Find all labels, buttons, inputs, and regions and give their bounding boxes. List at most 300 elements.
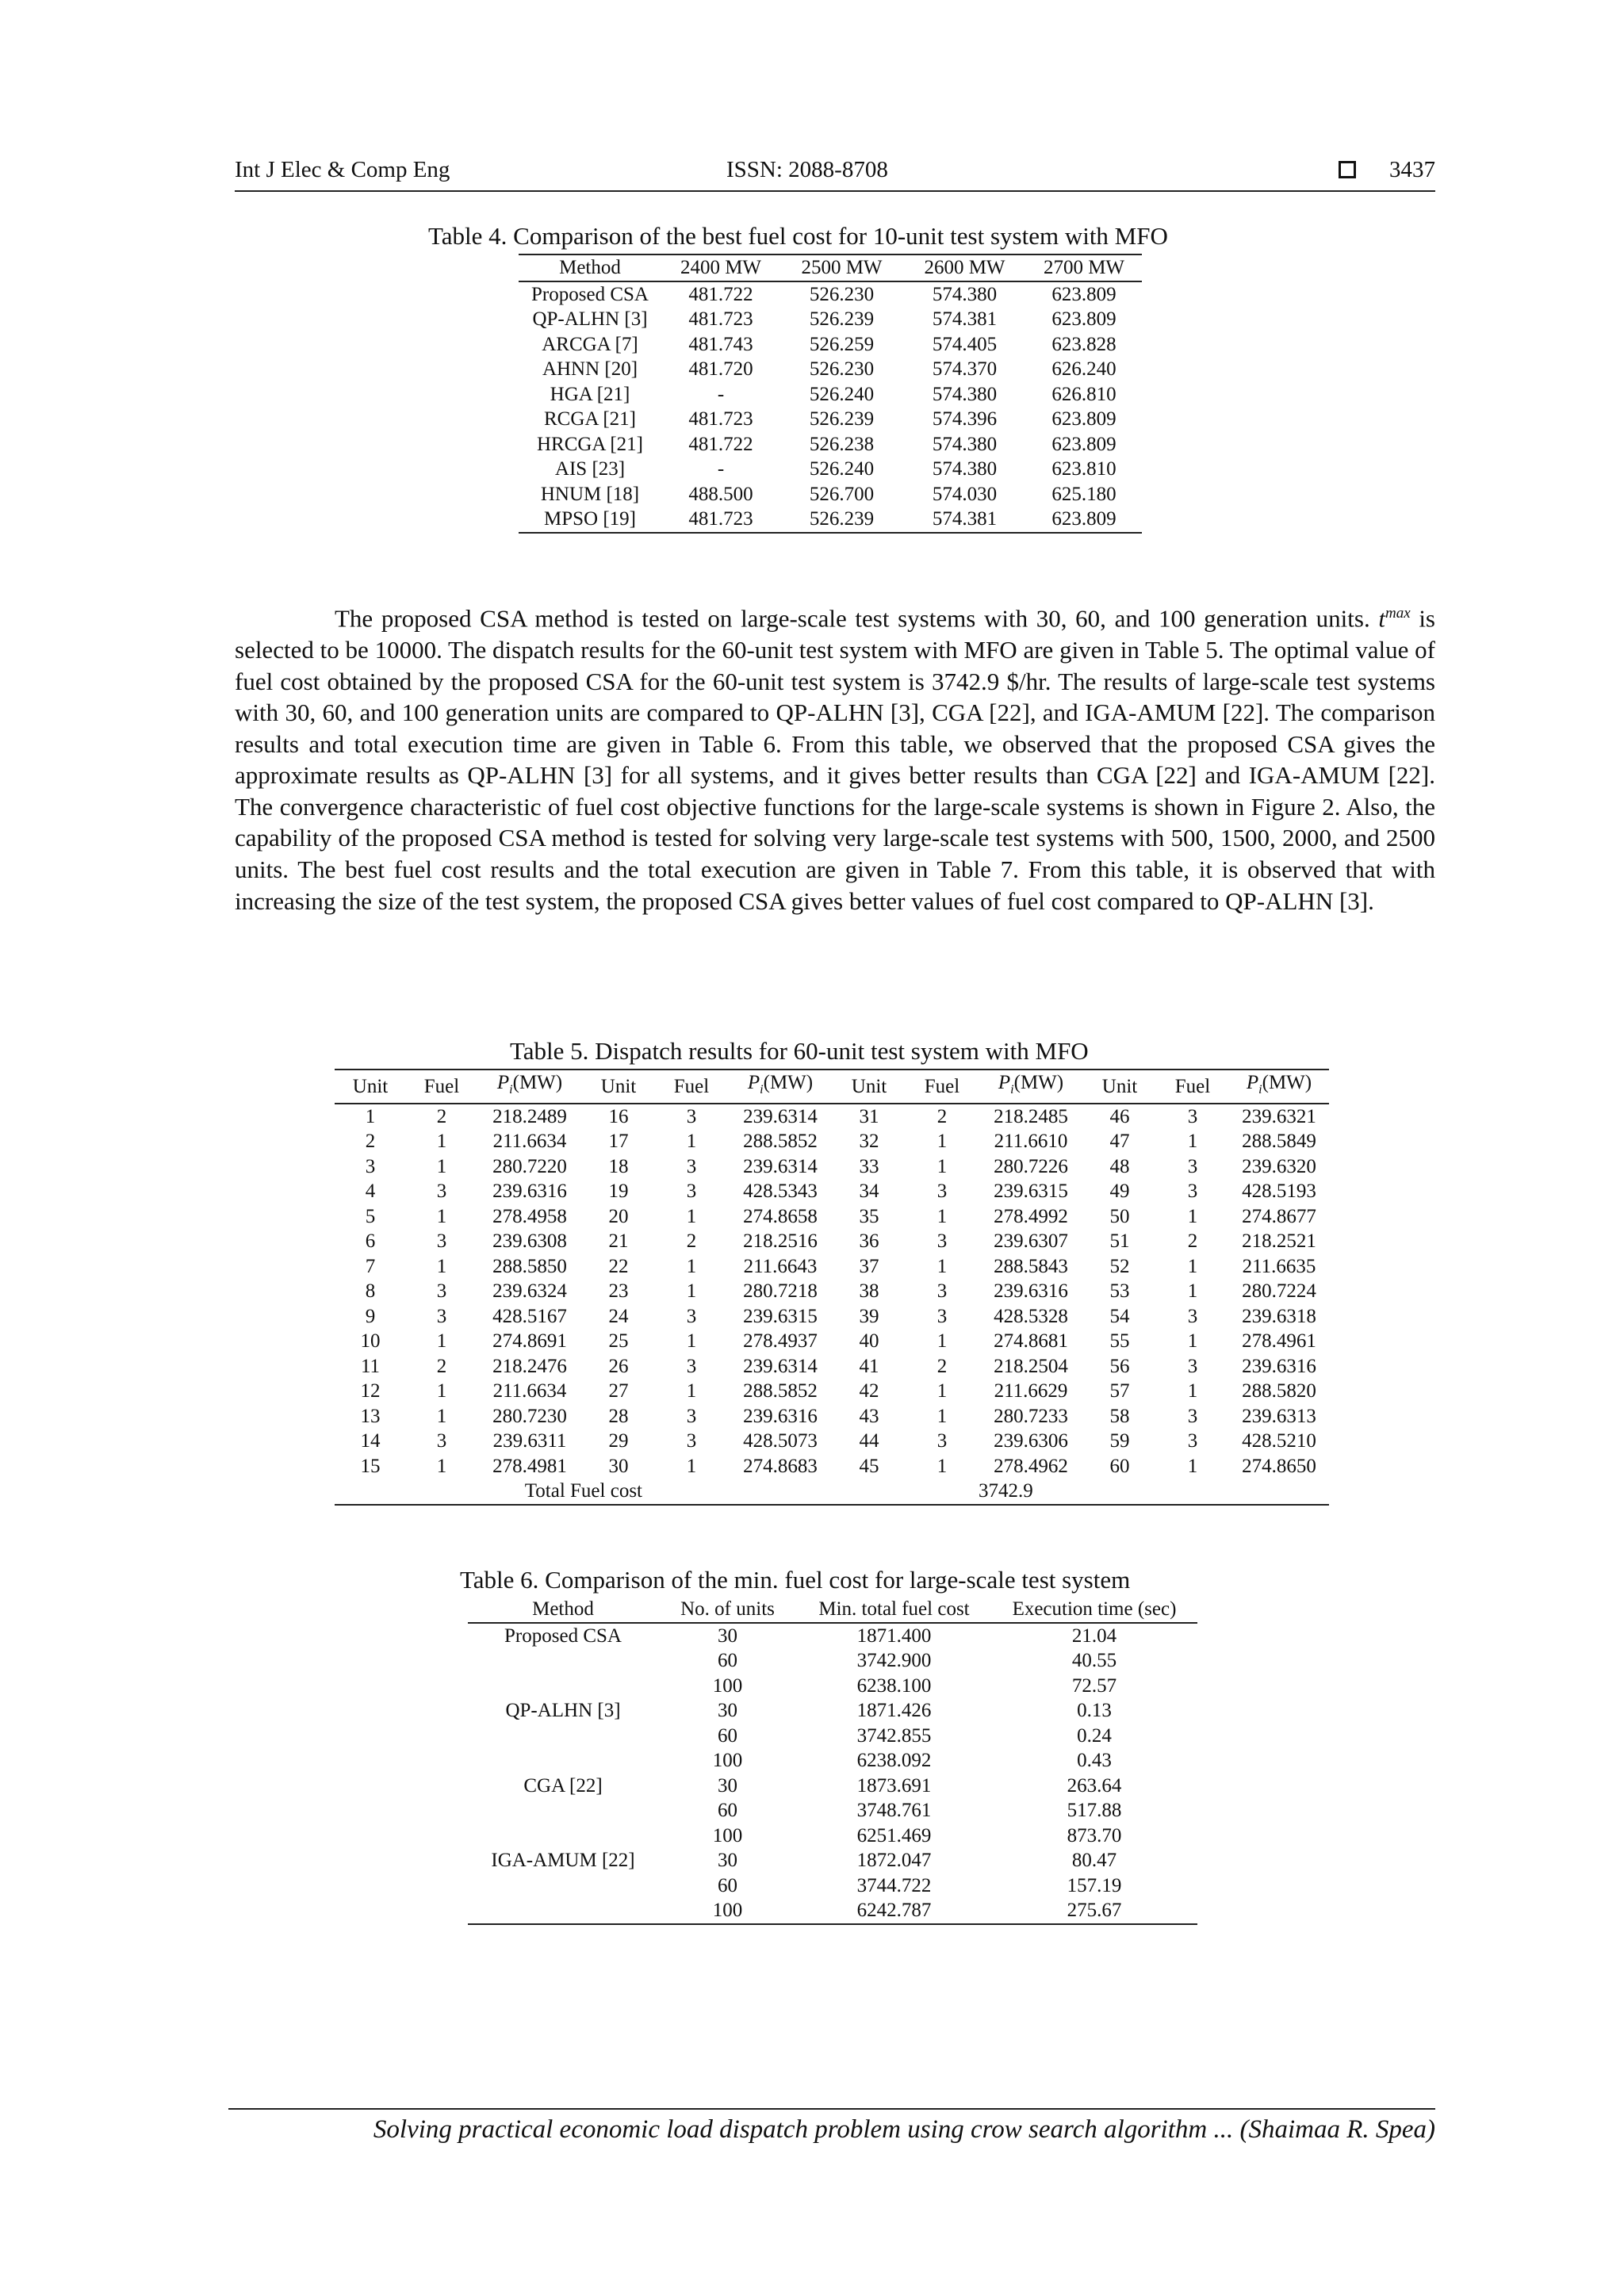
dispatch-cell: 1 <box>686 1255 697 1277</box>
value-cell: 574.381 <box>932 308 998 330</box>
dispatch-cell: 278.4962 <box>994 1455 1068 1477</box>
dispatch-cell: 1 <box>1187 1255 1198 1277</box>
dispatch-cell: 8 <box>365 1280 376 1302</box>
dispatch-cell: 3 <box>436 1305 447 1327</box>
dispatch-cell: 2 <box>936 1105 948 1127</box>
dispatch-cell: 1 <box>686 1280 697 1302</box>
value-cell: 574.380 <box>932 458 998 480</box>
total-row <box>335 1479 1329 1505</box>
dispatch-cell: 428.5343 <box>743 1181 818 1202</box>
dispatch-cell: 1 <box>686 1330 697 1352</box>
table-row <box>468 1724 1197 1749</box>
value-cell: 481.723 <box>688 308 753 330</box>
table-row <box>519 432 1142 457</box>
table-row <box>335 1204 1329 1230</box>
dispatch-cell: 1 <box>436 1131 447 1152</box>
dispatch-cell: 211.6634 <box>492 1380 567 1402</box>
dispatch-cell: 41 <box>859 1355 879 1377</box>
dispatch-cell: 43 <box>859 1405 879 1427</box>
value-cell: 574.030 <box>932 483 998 505</box>
dispatch-cell: 1 <box>1187 1380 1198 1402</box>
value-cell: 263.64 <box>1067 1774 1122 1797</box>
dispatch-cell: 17 <box>608 1131 629 1152</box>
dispatch-cell: 1 <box>936 1405 948 1427</box>
page-footer: Solving practical economic load dispatch problem using crow search algorithm ... (Shaimaa R. Spea) <box>373 2115 1435 2144</box>
dispatch-cell: 3 <box>686 1405 697 1427</box>
table6-header-cell: No. of units <box>658 1597 797 1623</box>
value-cell: 623.809 <box>1026 507 1142 533</box>
power-subscript: i <box>1010 1083 1014 1096</box>
dispatch-cell: 1 <box>686 1455 697 1477</box>
dispatch-cell: 280.7220 <box>492 1155 567 1177</box>
dispatch-cell: 239.6324 <box>492 1280 567 1302</box>
dispatch-cell: 37 <box>859 1255 879 1277</box>
dispatch-cell: 239.6321 <box>1242 1105 1316 1127</box>
dispatch-cell: 40 <box>859 1330 879 1352</box>
value-cell: 72.57 <box>1071 1674 1117 1697</box>
dispatch-cell: 239.6313 <box>1242 1405 1316 1427</box>
dispatch-cell: 278.4937 <box>743 1330 818 1352</box>
dispatch-cell: 280.7233 <box>994 1405 1068 1427</box>
method-cell: HRCGA [21] <box>536 433 644 455</box>
value-cell: 6238.092 <box>856 1750 932 1771</box>
table4-header-row <box>519 254 1142 281</box>
dispatch-cell: 21 <box>608 1230 629 1252</box>
table-row <box>519 357 1142 382</box>
dispatch-cell: 3 <box>1187 1305 1198 1327</box>
method-cell <box>468 1898 658 1924</box>
dispatch-cell: 274.8658 <box>743 1205 818 1227</box>
dispatch-cell: 428.5167 <box>492 1305 567 1327</box>
fuel-header-cell: Fuel <box>906 1070 979 1104</box>
dispatch-cell: 239.6306 <box>994 1430 1068 1452</box>
table-row <box>335 1129 1329 1154</box>
dispatch-cell: 3 <box>436 1430 447 1452</box>
dispatch-cell: 24 <box>608 1305 629 1327</box>
dispatch-cell: 46 <box>1109 1105 1130 1127</box>
value-cell: 526.238 <box>809 433 875 455</box>
value-cell: 623.809 <box>1051 433 1116 455</box>
dispatch-cell: 239.6308 <box>492 1230 567 1252</box>
value-cell: 574.380 <box>932 283 998 305</box>
value-cell: 574.370 <box>932 358 998 380</box>
value-cell: 481.743 <box>688 333 753 355</box>
table-row <box>335 1179 1329 1204</box>
dispatch-cell: 4 <box>365 1181 376 1202</box>
value-cell: 481.720 <box>688 358 753 380</box>
dispatch-cell: 3 <box>1187 1355 1198 1377</box>
value-cell: 60 <box>718 1650 737 1671</box>
power-unit: (MW) <box>1262 1072 1312 1093</box>
dispatch-cell: 60 <box>1109 1455 1130 1477</box>
dispatch-cell: 3 <box>436 1181 447 1202</box>
dispatch-cell: 3 <box>686 1181 697 1202</box>
dispatch-cell: 278.4961 <box>1242 1330 1316 1352</box>
table-row <box>468 1698 1197 1724</box>
journal-name: Int J Elec & Comp Eng <box>235 157 450 182</box>
dispatch-cell: 2 <box>436 1355 447 1377</box>
method-cell: IGA-AMUM [22] <box>491 1850 635 1871</box>
value-cell: 6238.100 <box>856 1674 932 1697</box>
table-row <box>519 382 1142 408</box>
value-cell: 623.809 <box>1051 283 1116 305</box>
dispatch-cell: 288.5852 <box>743 1380 818 1402</box>
table-row <box>519 332 1142 358</box>
method-cell <box>468 1674 658 1699</box>
value-cell: 526.230 <box>809 283 875 305</box>
dispatch-cell: 428.5328 <box>994 1305 1068 1327</box>
value-cell: 574.380 <box>932 383 998 405</box>
para-sentence-1: The proposed CSA method is tested on large-scale test systems with 30, 60, and 100 generation units. <box>335 604 1379 633</box>
table-row <box>335 1329 1329 1354</box>
value-cell: 623.828 <box>1051 333 1116 355</box>
dispatch-cell: 5 <box>365 1205 376 1227</box>
unit-header-cell: Unit <box>335 1070 406 1104</box>
dispatch-cell: 1 <box>936 1455 948 1477</box>
dispatch-cell: 218.2485 <box>994 1105 1068 1127</box>
value-cell: 517.88 <box>1067 1800 1122 1821</box>
table4-header-cell: 2700 MW <box>1026 254 1142 281</box>
value-cell: 481.722 <box>688 433 753 455</box>
dispatch-cell: 3 <box>686 1430 697 1452</box>
dispatch-cell: 59 <box>1109 1430 1130 1452</box>
value-cell: 574.405 <box>932 333 998 355</box>
table6-header-row <box>468 1597 1197 1623</box>
dispatch-cell: 2 <box>936 1355 948 1377</box>
dispatch-cell: 428.5073 <box>743 1430 818 1452</box>
method-cell <box>468 1648 658 1674</box>
table-row <box>519 457 1142 482</box>
fuel-header-cell: Fuel <box>406 1070 477 1104</box>
power-unit: (MW) <box>512 1072 563 1093</box>
method-cell: QP-ALHN [3] <box>505 1700 621 1721</box>
value-cell: 526.240 <box>809 458 875 480</box>
value-cell: 526.240 <box>809 383 875 405</box>
table4-header-cell: 2500 MW <box>780 254 903 281</box>
dispatch-cell: 3 <box>365 1155 376 1177</box>
fuel-header-cell: Fuel <box>655 1070 728 1104</box>
dispatch-cell: 47 <box>1109 1131 1130 1152</box>
method-cell: QP-ALHN [3] <box>532 308 648 330</box>
dispatch-cell: 25 <box>608 1330 629 1352</box>
dispatch-cell: 13 <box>360 1405 381 1427</box>
dispatch-cell: 18 <box>608 1155 629 1177</box>
method-cell: MPSO [19] <box>519 507 661 533</box>
dispatch-cell: 1 <box>1187 1131 1198 1152</box>
method-cell: AIS [23] <box>554 458 626 480</box>
power-symbol: P <box>1246 1072 1259 1093</box>
table6 <box>468 1597 1197 1925</box>
value-cell: 21.04 <box>1071 1624 1117 1647</box>
dispatch-cell: 239.6315 <box>994 1181 1068 1202</box>
issn: ISSN: 2088-8708 <box>726 157 888 182</box>
method-cell: HGA [21] <box>550 383 630 405</box>
value-cell: 574.380 <box>932 433 998 455</box>
value-cell: 40.55 <box>1071 1650 1117 1671</box>
value-cell: 873.70 <box>1067 1824 1122 1846</box>
dispatch-cell: 38 <box>859 1280 879 1302</box>
dispatch-cell: 1 <box>436 1205 447 1227</box>
table4-header-cell: 2400 MW <box>661 254 780 281</box>
value-cell: 60 <box>718 1724 737 1747</box>
value-cell: 1871.400 <box>856 1624 932 1647</box>
value-cell: 488.500 <box>688 483 753 505</box>
table-row <box>335 1454 1329 1479</box>
value-cell: - <box>717 383 725 405</box>
dispatch-cell: 3 <box>936 1230 948 1252</box>
dispatch-cell: 239.6316 <box>994 1280 1068 1302</box>
value-cell: 60 <box>718 1874 737 1896</box>
table4 <box>519 254 1142 534</box>
power-unit: (MW) <box>763 1072 814 1093</box>
dispatch-cell: 274.8691 <box>492 1330 567 1352</box>
dispatch-cell: 33 <box>859 1155 879 1177</box>
table5 <box>335 1069 1329 1506</box>
dispatch-cell: 428.5193 <box>1242 1181 1316 1202</box>
dispatch-cell: 2 <box>436 1105 447 1127</box>
dispatch-cell: 211.6643 <box>743 1255 818 1277</box>
value-cell: 3742.900 <box>856 1650 932 1671</box>
dispatch-cell: 239.6318 <box>1242 1305 1316 1327</box>
dispatch-cell: 15 <box>360 1455 381 1477</box>
dispatch-cell: 288.5820 <box>1242 1380 1316 1402</box>
dispatch-cell: 239.6314 <box>743 1105 818 1127</box>
dispatch-cell: 23 <box>608 1280 629 1302</box>
method-cell <box>468 1873 658 1899</box>
dispatch-cell: 239.6315 <box>743 1305 818 1327</box>
value-cell: 3748.761 <box>856 1800 932 1821</box>
value-cell: 526.259 <box>809 333 875 355</box>
total-value: 3742.9 <box>979 1479 1156 1505</box>
value-cell: 0.43 <box>1077 1750 1112 1771</box>
value-cell: 30 <box>718 1850 737 1871</box>
power-unit: (MW) <box>1013 1072 1064 1093</box>
value-cell: 157.19 <box>1067 1874 1122 1896</box>
value-cell: 481.722 <box>688 283 753 305</box>
dispatch-cell: 45 <box>859 1455 879 1477</box>
dispatch-cell: 239.6311 <box>492 1430 567 1452</box>
total-label: Total Fuel cost <box>335 1479 655 1505</box>
value-cell: 3742.855 <box>856 1724 932 1747</box>
dispatch-cell: 1 <box>365 1105 376 1127</box>
power-symbol: P <box>998 1072 1011 1093</box>
dispatch-cell: 58 <box>1109 1405 1130 1427</box>
method-cell <box>468 1724 658 1749</box>
dispatch-cell: 3 <box>686 1105 697 1127</box>
dispatch-cell: 54 <box>1109 1305 1130 1327</box>
dispatch-cell: 288.5849 <box>1242 1131 1316 1152</box>
table6-caption: Table 6. Comparison of the min. fuel cost for large-scale test system <box>460 1566 1131 1594</box>
dispatch-cell: 218.2521 <box>1242 1230 1316 1252</box>
table6-body <box>468 1623 1197 1924</box>
value-cell: 100 <box>712 1750 743 1771</box>
power-symbol: P <box>496 1072 510 1093</box>
dispatch-cell: 44 <box>859 1430 879 1452</box>
dispatch-cell: 1 <box>936 1330 948 1352</box>
dispatch-cell: 274.8681 <box>994 1330 1068 1352</box>
method-cell: HNUM [18] <box>540 483 640 505</box>
value-cell: 526.239 <box>809 308 875 330</box>
dispatch-cell: 30 <box>608 1455 629 1477</box>
dispatch-cell: 1 <box>686 1205 697 1227</box>
dispatch-cell: 11 <box>360 1355 381 1377</box>
dispatch-cell: 3 <box>936 1280 948 1302</box>
dispatch-cell: 3 <box>1187 1405 1198 1427</box>
table5-header-row <box>335 1070 1329 1104</box>
dispatch-cell: 278.4992 <box>994 1205 1068 1227</box>
power-subscript: i <box>509 1083 513 1096</box>
table-row <box>468 1823 1197 1849</box>
table-row <box>468 1873 1197 1899</box>
value-cell: 100 <box>712 1674 743 1697</box>
value-cell: 3744.722 <box>856 1874 932 1896</box>
value-cell: 275.67 <box>991 1898 1197 1924</box>
table-row <box>519 482 1142 507</box>
dispatch-cell: 239.6316 <box>492 1181 567 1202</box>
power-header-cell <box>979 1070 1083 1104</box>
dispatch-cell: 1 <box>436 1455 447 1477</box>
dispatch-cell: 239.6314 <box>743 1155 818 1177</box>
dispatch-cell: 218.2516 <box>743 1230 818 1252</box>
dispatch-cell: 55 <box>1109 1330 1130 1352</box>
method-cell: Proposed CSA <box>504 1624 622 1647</box>
dispatch-cell: 34 <box>859 1181 879 1202</box>
t-variable: t <box>1378 604 1385 633</box>
value-cell: 623.809 <box>1051 408 1116 430</box>
dispatch-cell: 211.6610 <box>994 1131 1068 1152</box>
power-header-cell <box>1229 1070 1329 1104</box>
dispatch-cell: 239.6320 <box>1242 1155 1316 1177</box>
table-row <box>335 1404 1329 1429</box>
dispatch-cell: 3 <box>1187 1155 1198 1177</box>
dispatch-cell: 7 <box>365 1255 376 1277</box>
table5-body <box>335 1104 1329 1505</box>
dispatch-cell: 1 <box>686 1380 697 1402</box>
dispatch-cell: 239.6314 <box>743 1355 818 1377</box>
dispatch-cell: 9 <box>365 1305 376 1327</box>
table4-header-cell: Method <box>519 254 661 281</box>
power-subscript: i <box>1258 1083 1262 1096</box>
dispatch-cell: 29 <box>608 1430 629 1452</box>
dispatch-cell: 1 <box>1187 1280 1198 1302</box>
dispatch-cell: 239.6307 <box>994 1230 1068 1252</box>
table-row <box>468 1748 1197 1774</box>
table-row <box>468 1774 1197 1799</box>
table-row <box>335 1304 1329 1330</box>
value-cell: 1872.047 <box>856 1850 932 1871</box>
dispatch-cell: 1 <box>436 1155 447 1177</box>
dispatch-cell: 1 <box>686 1131 697 1152</box>
dispatch-cell: 280.7230 <box>492 1405 567 1427</box>
table-row <box>468 1648 1197 1674</box>
value-cell: 626.810 <box>1051 383 1116 405</box>
value-cell: 100 <box>658 1898 797 1924</box>
fuel-header-cell: Fuel <box>1156 1070 1229 1104</box>
dispatch-cell: 1 <box>436 1405 447 1427</box>
dispatch-cell: 274.8677 <box>1242 1205 1316 1227</box>
spacer-cell <box>1156 1479 1329 1505</box>
value-cell: 623.810 <box>1051 458 1116 480</box>
dispatch-cell: 1 <box>1187 1330 1198 1352</box>
dispatch-cell: 1 <box>436 1255 447 1277</box>
dispatch-cell: 3 <box>686 1305 697 1327</box>
dispatch-cell: 280.7218 <box>743 1280 818 1302</box>
dispatch-cell: 57 <box>1109 1380 1130 1402</box>
value-cell: 481.723 <box>688 408 753 430</box>
dispatch-cell: 3 <box>936 1305 948 1327</box>
dispatch-cell: 50 <box>1109 1205 1130 1227</box>
value-cell: 0.24 <box>1077 1724 1112 1747</box>
unit-header-cell: Unit <box>582 1070 655 1104</box>
power-header-cell <box>728 1070 833 1104</box>
dispatch-cell: 3 <box>1187 1181 1198 1202</box>
dispatch-cell: 288.5850 <box>492 1255 567 1277</box>
t-superscript: max <box>1385 605 1411 622</box>
dispatch-cell: 428.5210 <box>1242 1430 1316 1452</box>
value-cell: 60 <box>718 1800 737 1821</box>
table-row <box>468 1623 1197 1649</box>
dispatch-cell: 49 <box>1109 1181 1130 1202</box>
dispatch-cell: 239.6316 <box>1242 1355 1316 1377</box>
table6-header-cell: Min. total fuel cost <box>797 1597 991 1623</box>
value-cell: 30 <box>718 1700 737 1721</box>
dispatch-cell: 274.8683 <box>743 1455 818 1477</box>
dispatch-cell: 2 <box>686 1230 697 1252</box>
value-cell: 526.239 <box>780 507 903 533</box>
dispatch-cell: 3 <box>1187 1105 1198 1127</box>
dispatch-cell: 211.6629 <box>994 1380 1068 1402</box>
dispatch-cell: 1 <box>936 1155 948 1177</box>
method-cell <box>468 1748 658 1774</box>
table-row <box>519 307 1142 332</box>
method-cell: Proposed CSA <box>531 283 649 305</box>
value-cell: 623.809 <box>1051 308 1116 330</box>
table5-caption: Table 5. Dispatch results for 60-unit test system with MFO <box>510 1037 1089 1065</box>
dispatch-cell: 22 <box>608 1255 629 1277</box>
para-sentence-2: is selected to be 10000. The dispatch results for the 60-unit test system with MFO are given in Table 5. The optimal value of fuel cost obtained by the proposed CSA for the 60-unit test system is 3742.9 $/hr. The results of large-scale test systems with 30, 60, and 100 generation units are compared to QP-ALHN [3], CGA [22], and IGA-AMUM [22]. The comparison results and total execution time are given in Table 6. From this table, we observed that the proposed CSA gives the approximate results as QP-ALHN [3] for all systems, and it gives better results than CGA [22] and IGA-AMUM [22]. The convergence characteristic of fuel cost objective functions for the large-scale systems is shown in Figure 2. Also, the capability of the proposed CSA method is tested for solving very large-scale test systems with 500, 1500, 2000, and 2500 units. The best fuel cost results and the total execution are given in Table 7. From this table, it is observed that with increasing the size of the test system, the proposed CSA gives better values of fuel cost compared to QP-ALHN [3]. <box>235 604 1435 915</box>
dispatch-cell: 274.8650 <box>1242 1455 1316 1477</box>
dispatch-cell: 1 <box>1187 1455 1198 1477</box>
dispatch-cell: 218.2504 <box>994 1355 1068 1377</box>
value-cell: 30 <box>718 1624 737 1647</box>
dispatch-cell: 39 <box>859 1305 879 1327</box>
dispatch-cell: 20 <box>608 1205 629 1227</box>
dispatch-cell: 10 <box>360 1330 381 1352</box>
dispatch-cell: 27 <box>608 1380 629 1402</box>
dispatch-cell: 28 <box>608 1405 629 1427</box>
dispatch-cell: 12 <box>360 1380 381 1402</box>
method-cell <box>468 1823 658 1849</box>
dispatch-cell: 278.4981 <box>492 1455 567 1477</box>
dispatch-cell: 2 <box>365 1131 376 1152</box>
dispatch-cell: 3 <box>686 1355 697 1377</box>
dispatch-cell: 288.5852 <box>743 1131 818 1152</box>
value-cell: 481.723 <box>661 507 780 533</box>
dispatch-cell: 1 <box>936 1205 948 1227</box>
dispatch-cell: 1 <box>936 1255 948 1277</box>
dispatch-cell: 52 <box>1109 1255 1130 1277</box>
table-row <box>335 1229 1329 1254</box>
power-header-cell <box>477 1070 582 1104</box>
table4-header-cell: 2600 MW <box>903 254 1026 281</box>
dispatch-cell: 26 <box>608 1355 629 1377</box>
unit-header-cell: Unit <box>1083 1070 1156 1104</box>
value-cell: 526.230 <box>809 358 875 380</box>
page-number: 3437 <box>1389 157 1435 182</box>
table6-header-cell: Method <box>468 1597 658 1623</box>
table-row <box>468 1848 1197 1873</box>
square-icon <box>1339 161 1356 178</box>
